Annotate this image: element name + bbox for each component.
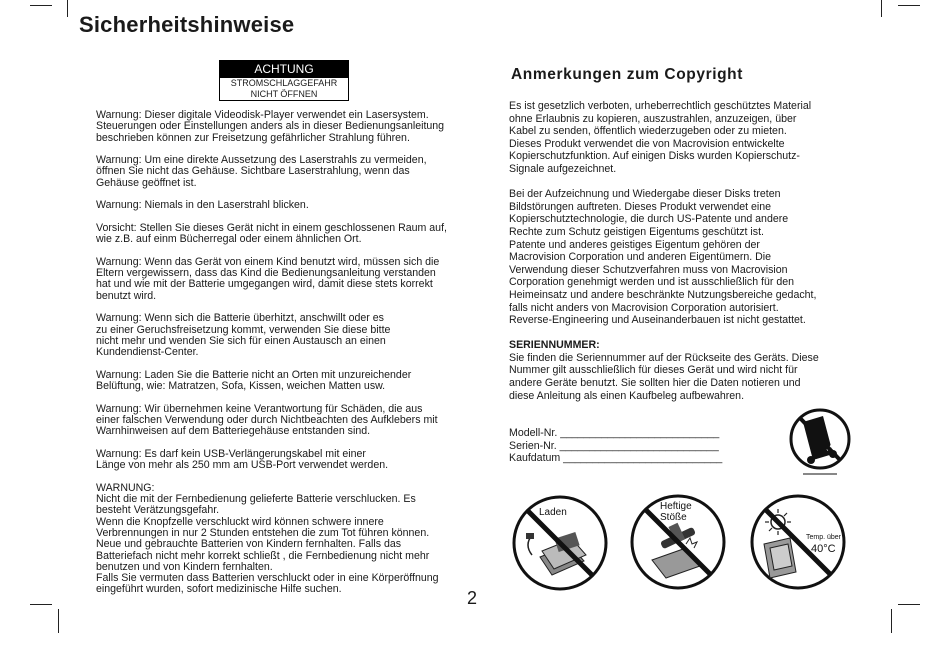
copyright-heading: Anmerkungen zum Copyright (511, 66, 744, 83)
warning-paragraph: Warnung: Um eine direkte Aussetzung des Laserstrahls zu vermeiden, öffnen Sie nicht das Gehäuse. Sichtbare Laserstrahlung, wenn das Gehäuse geöffnet ist. (96, 154, 427, 189)
warning-paragraph: Warnung: Laden Sie die Batterie nicht an Orten mit unzureichender Belüftung, wie: Matratzen, Sofa, Kissen, weichen Matten usw. (96, 368, 412, 393)
record-fields: Modell-Nr. ___________________________ Serien-Nr. ___________________________ Kaufdatum ___________________________ (509, 427, 723, 465)
warning-box-line: NICHT ÖFFNEN (250, 89, 318, 99)
copyright-column (509, 100, 871, 415)
crop-mark (898, 5, 920, 6)
safety-warnings-column (96, 110, 468, 607)
serial-number-text: Sie finden die Seriennummer auf der Rückseite des Geräts. Diese Nummer gilt ausschließlich für dieses Gerät und wird nicht für andere Geräte benutzt. Sie sollten hier die Daten notieren und diese Anleitung als einen Kaufbeleg aufbewahren. (509, 351, 819, 402)
temperature-value: 40°C (811, 543, 836, 555)
warning-paragraph: Warnung: Wenn sich die Batterie überhitzt, anschwillt oder es zu einer Geruchsfreisetzung kommt, verwenden Sie diese bitte nicht mehr und wenden Sie sich für einen Austausch an einen Kundendienst-Center. (96, 312, 391, 359)
no-tipover-cart-icon (789, 404, 851, 476)
warning-paragraph: Warnung: Wir übernehmen keine Verantwortung für Schäden, die aus einer falschen Verwendung oder durch Nichtbeachten des Aufklebers mit Warnhinweisen auf dem Batteriegehäuse entstanden sind. (96, 402, 438, 438)
no-charging-on-soft-surface-icon (512, 495, 608, 591)
crop-mark (898, 604, 920, 605)
crop-mark (891, 609, 892, 633)
impact-label: Heftige (660, 501, 692, 512)
no-heavy-impact-icon (630, 494, 726, 590)
crop-mark (30, 5, 52, 6)
page-title: Sicherheitshinweise (79, 12, 295, 37)
crop-mark (67, 0, 68, 17)
no-high-temperature-icon (750, 494, 846, 590)
impact-label: Stöße (660, 512, 687, 523)
page-number: 2 (467, 588, 478, 608)
temperature-label: Temp. über (806, 534, 842, 541)
warning-paragraph: WARNUNG: Nicht die mit der Fernbedienung gelieferte Batterie verschlucken. Es besteht Verätzungsgefahr. Wenn die Knopfzelle verschluckt wird können schwere innere Verbrennungen in nur 2 Stunden entstehen die zum Tot führen können. Neue und gebrauchte Batterien von Kindern fernhalten. Falls das Batteriefach nicht mehr korrekt schließt , die Fernbedienung nicht mehr benutzen und von Kindern fernhalten. Falls Sie vermuten dass Batterien verschluckt oder in eine Körperöffnung eingeführt wurden, sofort medizinische Hilfe suchen. (96, 481, 439, 596)
charging-label: Laden (539, 507, 567, 518)
warning-box-heading: ACHTUNG (220, 61, 348, 78)
warning-paragraph: Warnung: Es darf kein USB-Verlängerungskabel mit einer Länge von mehr als 250 mm am USB-Port verwendet werden. (96, 447, 389, 472)
serial-number-heading: SERIENNUMMER: (509, 339, 600, 352)
warning-box-line: STROMSCHLAGGEFAHR (230, 78, 338, 88)
copyright-paragraph: Es ist gesetzlich verboten, urheberrechtlich geschütztes Material ohne Erlaubnis zu kopieren, auszustrahlen, anzuzeigen, über Kabel zu senden, öffentlich wiederzugeben oder zu mieten. Dieses Produkt verwendet die von Macrovision entwickelte Kopierschutzfunktion. Auf einigen Disks wurden Kopierschutz- Signale aufgezeichnet. (509, 100, 812, 175)
crop-mark (58, 609, 59, 633)
danger-warning-box (219, 60, 349, 101)
warning-paragraph: Warnung: Wenn das Gerät von einem Kind benutzt wird, müssen sich die Eltern vergewissern, dass das Kind die Bedienungsanleitung verstanden hat und wie mit der Batterie umgegangen wird, damit diese stets korrekt benutzt wird. (96, 255, 440, 302)
crop-mark (30, 604, 52, 605)
crop-mark (881, 0, 882, 17)
copyright-paragraph: Bei der Aufzeichnung und Wiedergabe dieser Disks treten Bildstörungen auftreten. Dieses Produkt verwendet eine Kopierschutztechnologie, die durch US-Patente und andere Rechte zum Schutz geistigen Eigentums geschützt ist. Patente und anderes geistiges Eigentum gehören der Macrovision Corporation und anderen Eigentümern. Die Verwendung dieser Schutzverfahren muss von Macrovision Corporation genehmigt werden und ist ausschließlich für den Heimeinsatz und andere beschränkte Nutzungsbereiche gedacht, falls nicht anders von Macrovision Corporation autorisiert. Reverse-Engineering und Auseinanderbauen ist nicht gestattet. (509, 188, 817, 327)
warning-paragraph: Warnung: Niemals in den Laserstrahl blicken. (96, 199, 309, 212)
warning-paragraph: Vorsicht: Stellen Sie dieses Gerät nicht in einem geschlossenen Raum auf, wie z.B. auf einm Bücherregal oder einem ähnlichen Ort. (96, 221, 447, 246)
warning-paragraph: Warnung: Dieser digitale Videodisk-Player verwendet ein Lasersystem. Steuerungen oder Einstellungen anders als in dieser Bedienungsanleitung beschrieben können zur Freisetzung gefährlicher Strahlung führen. (96, 109, 445, 144)
